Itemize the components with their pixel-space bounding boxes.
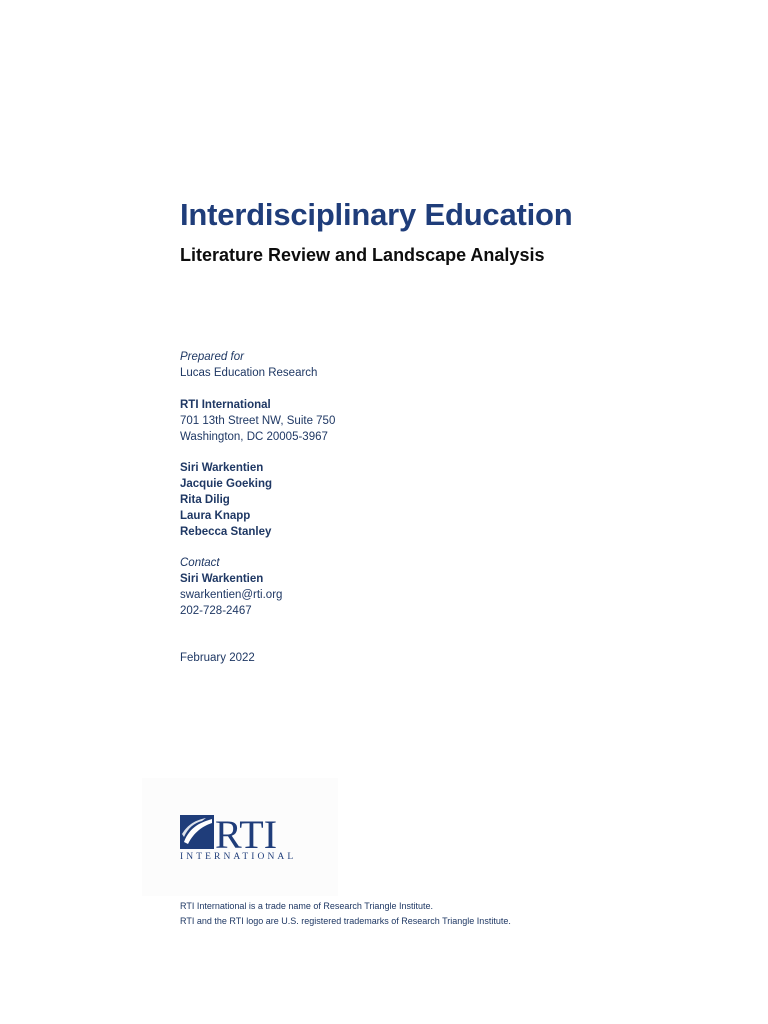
author-name: Siri Warkentien bbox=[180, 462, 264, 474]
logo-subtext: INTERNATIONAL bbox=[180, 852, 297, 862]
author-name: Laura Knapp bbox=[180, 510, 251, 522]
contact-label: Contact bbox=[180, 557, 220, 569]
address-line-1: 701 13th Street NW, Suite 750 bbox=[180, 415, 336, 427]
author-name: Rebecca Stanley bbox=[180, 526, 272, 538]
address-line-2: Washington, DC 20005-3967 bbox=[180, 431, 328, 443]
author-name: Rita Dilig bbox=[180, 494, 230, 506]
client-name: Lucas Education Research bbox=[180, 367, 318, 379]
publication-date: February 2022 bbox=[180, 652, 255, 664]
prepared-for-label: Prepared for bbox=[180, 351, 244, 363]
contact-name: Siri Warkentien bbox=[180, 573, 264, 585]
author-name: Jacquie Goeking bbox=[180, 478, 273, 490]
rti-wordmark: RTI bbox=[215, 812, 278, 852]
contact-email[interactable]: swarkentien@rti.org bbox=[180, 589, 283, 601]
rti-swirl-logo-icon bbox=[180, 812, 306, 852]
organization-name: RTI International bbox=[180, 399, 271, 411]
document-subtitle: Literature Review and Landscape Analysis bbox=[180, 245, 545, 265]
document-title: Interdisciplinary Education bbox=[180, 197, 573, 232]
footer-trade-name-note: RTI International is a trade name of Research Triangle Institute. bbox=[180, 901, 433, 911]
footer-trademark-note: RTI and the RTI logo are U.S. registered trademarks of Research Triangle Institute. bbox=[180, 916, 511, 926]
contact-phone: 202-728-2467 bbox=[180, 605, 252, 617]
